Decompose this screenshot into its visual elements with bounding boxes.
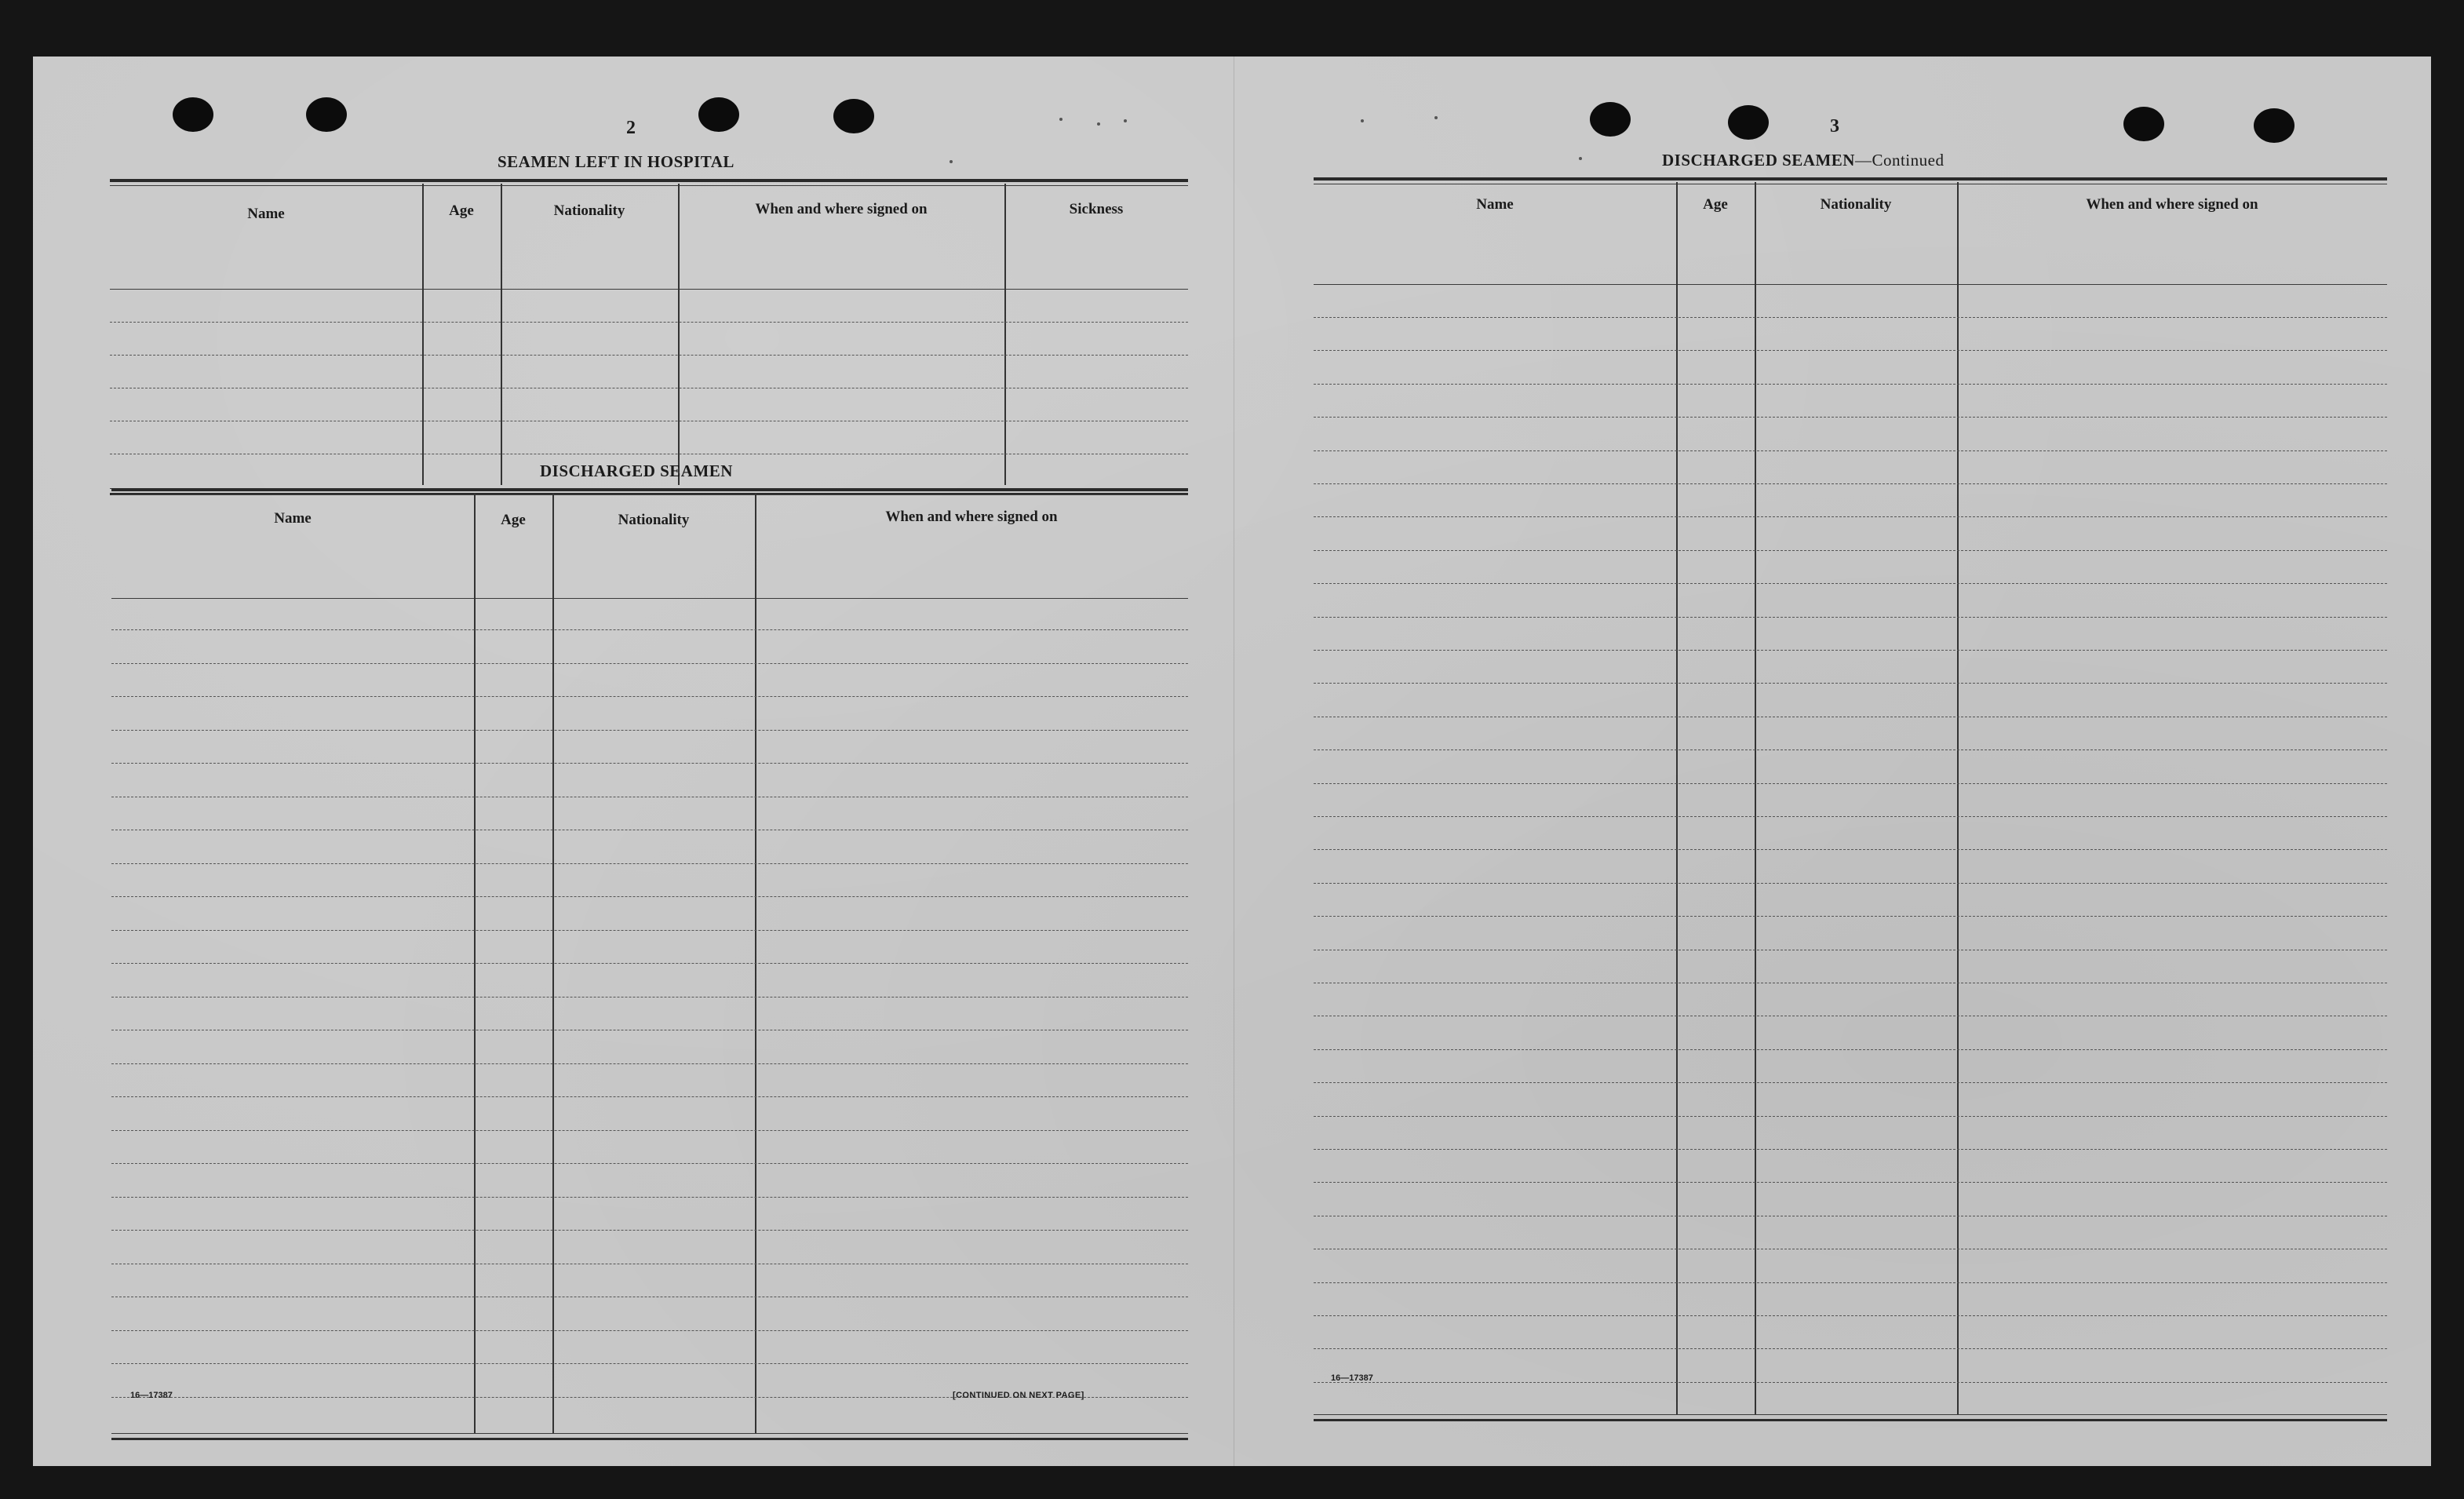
- header-nationality: Nationality: [1820, 196, 1892, 213]
- header-sickness: Sickness: [1069, 201, 1124, 217]
- page-number: 3: [1830, 116, 1839, 137]
- header-name: Name: [1476, 196, 1514, 213]
- header-when-where: When and where signed on: [2086, 196, 2258, 213]
- paper-speck: [1361, 119, 1364, 122]
- table-top-rule-thin: [111, 494, 1188, 495]
- row-line: [111, 629, 1188, 630]
- punch-hole: [2254, 108, 2295, 143]
- row-line: [111, 1363, 1188, 1364]
- header-name: Name: [274, 510, 312, 527]
- row-line: [110, 355, 1188, 356]
- paper-speck: [1434, 116, 1438, 119]
- continued-note: [CONTINUED ON NEXT PAGE]: [953, 1391, 1084, 1400]
- table-bottom-rule-thick: [1314, 1419, 2387, 1421]
- row-line: [111, 1063, 1188, 1064]
- header-nationality: Nationality: [553, 202, 625, 219]
- table-bottom-rule-thick: [111, 1438, 1188, 1440]
- discharged-section-title: DISCHARGED SEAMEN: [540, 461, 733, 480]
- punch-hole: [833, 99, 874, 133]
- punch-hole: [173, 97, 213, 132]
- form-code: 16—17387: [130, 1391, 173, 1400]
- row-line: [1314, 883, 2387, 884]
- header-nationality: Nationality: [618, 512, 690, 528]
- row-line: [1314, 483, 2387, 484]
- row-line: [111, 1096, 1188, 1097]
- row-line: [1314, 1082, 2387, 1083]
- table-top-rule: [110, 179, 1188, 182]
- punch-hole: [306, 97, 347, 132]
- table-top-rule: [1314, 177, 2387, 181]
- column-divider: [678, 184, 680, 485]
- row-line: [1314, 816, 2387, 817]
- paper-speck: [950, 160, 953, 163]
- form-code: 16—17387: [1331, 1373, 1373, 1383]
- row-line: [1314, 783, 2387, 784]
- table-bottom-rule: [111, 1433, 1188, 1434]
- header-when-where: When and where signed on: [755, 201, 928, 217]
- discharged-continued-title: [1662, 151, 1944, 170]
- row-line: [1314, 1116, 2387, 1117]
- paper-speck: [1124, 119, 1127, 122]
- paper-speck: [1579, 157, 1582, 160]
- row-line: [111, 997, 1188, 998]
- header-age: Age: [1703, 196, 1728, 213]
- row-line: [1314, 417, 2387, 418]
- row-line: [1314, 683, 2387, 684]
- row-line: [1314, 617, 2387, 618]
- row-line: [111, 663, 1188, 664]
- header-when-where: When and where signed on: [885, 509, 1058, 525]
- row-line: [111, 696, 1188, 697]
- punch-hole: [2123, 107, 2164, 141]
- row-line: [1314, 583, 2387, 584]
- header-bottom-rule: [111, 598, 1188, 599]
- row-line: [111, 730, 1188, 731]
- row-line: [1314, 1282, 2387, 1283]
- row-line: [1314, 350, 2387, 351]
- punch-hole: [1728, 105, 1769, 140]
- row-line: [1314, 1049, 2387, 1050]
- row-line: [1314, 1315, 2387, 1316]
- row-line: [111, 763, 1188, 764]
- paper-speck: [1097, 122, 1100, 126]
- header-bottom-rule: [110, 289, 1188, 290]
- row-line: [111, 1330, 1188, 1331]
- header-age: Age: [501, 512, 526, 528]
- table-bottom-rule: [1314, 1414, 2387, 1415]
- title-main: DISCHARGED SEAMEN: [1662, 151, 1855, 170]
- row-line: [111, 1130, 1188, 1131]
- row-line: [111, 1197, 1188, 1198]
- column-divider: [1004, 184, 1006, 485]
- column-divider: [422, 184, 424, 485]
- row-line: [1314, 1182, 2387, 1183]
- row-line: [1314, 1348, 2387, 1349]
- paper-speck: [1059, 118, 1063, 121]
- title-suffix: —Continued: [1854, 151, 1945, 170]
- discharged-continued-table: [1314, 177, 2387, 1425]
- row-line: [111, 930, 1188, 931]
- column-divider: [1957, 182, 1959, 1414]
- header-name: Name: [247, 206, 285, 222]
- row-line: [1314, 317, 2387, 318]
- hospital-table: [110, 179, 1188, 493]
- row-line: [110, 322, 1188, 323]
- column-divider: [501, 184, 502, 485]
- row-line: [1314, 1382, 2387, 1383]
- table-top-rule: [111, 488, 1188, 491]
- page-number: 2: [626, 118, 636, 138]
- table-top-rule-thin: [110, 185, 1188, 186]
- row-line: [1314, 849, 2387, 850]
- row-line: [1314, 1149, 2387, 1150]
- punch-hole: [1590, 102, 1631, 137]
- row-line: [1314, 516, 2387, 517]
- column-divider: [1676, 182, 1678, 1414]
- row-line: [111, 896, 1188, 897]
- row-line: [111, 863, 1188, 864]
- discharged-table: [111, 488, 1188, 1444]
- row-line: [111, 1163, 1188, 1164]
- row-line: [1314, 550, 2387, 551]
- punch-hole: [698, 97, 739, 132]
- header-age: Age: [449, 202, 474, 219]
- row-line: [1314, 650, 2387, 651]
- row-line: [111, 963, 1188, 964]
- row-line: [1314, 916, 2387, 917]
- hospital-section-title: SEAMEN LEFT IN HOSPITAL: [498, 152, 734, 171]
- row-line: [1314, 384, 2387, 385]
- document-sheet: [33, 57, 2431, 1466]
- row-line: [111, 1230, 1188, 1231]
- column-divider: [1755, 182, 1756, 1414]
- header-bottom-rule: [1314, 284, 2387, 285]
- row-line: [1314, 450, 2387, 451]
